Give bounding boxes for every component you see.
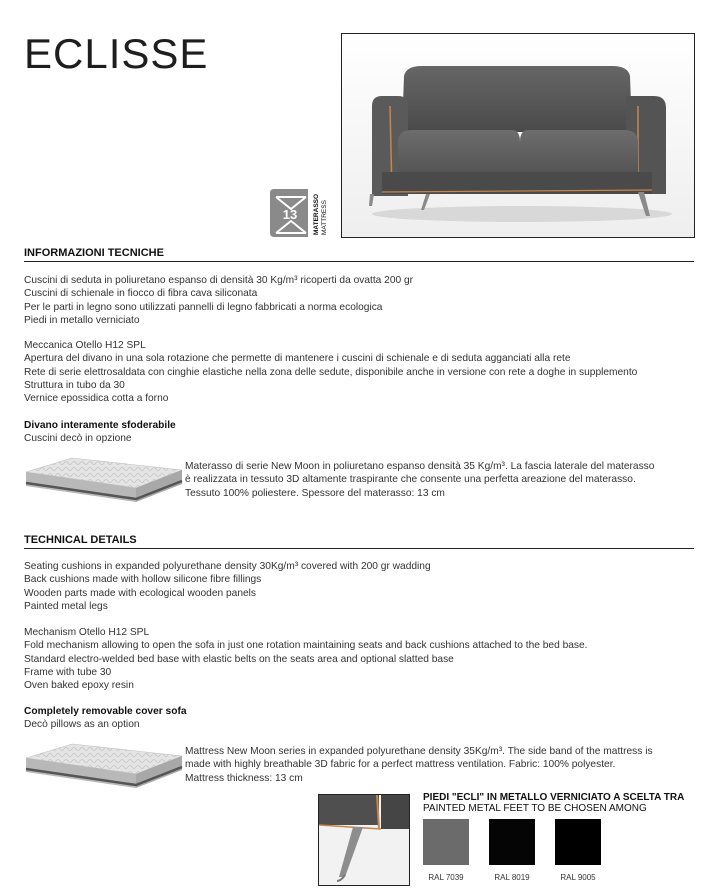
color-swatch-ral-7039	[423, 819, 469, 865]
page-title: ECLISSE	[24, 30, 209, 77]
text-line: Wooden parts made with ecological wooden panels	[24, 587, 257, 599]
feet-heading-it: PIEDI "ECLI" IN METALLO VERNICIATO A SCELTA TRA	[423, 792, 685, 803]
leg-detail-photo	[318, 794, 410, 886]
mattress-illustration	[24, 454, 184, 514]
divider	[24, 261, 694, 262]
cushions-label: Decò pillows as an option	[24, 719, 140, 731]
text-line: Oven baked epoxy resin	[24, 680, 134, 692]
mattress-image-it	[24, 454, 184, 514]
swatch-label: RAL 9005	[560, 873, 596, 882]
text-line: Piedi in metallo verniciato	[24, 314, 140, 326]
swatch-label: RAL 8019	[494, 873, 530, 882]
text-line: Back cushions made with hollow silicone fibre fillings	[24, 574, 262, 586]
color-swatch-ral-9005	[555, 819, 601, 865]
text-line: Fold mechanism allowing to open the sofa in just one rotation maintaining seats and back cushions attached to the bed base.	[24, 640, 588, 652]
swatch-label: RAL 7039	[428, 873, 464, 882]
specs-it-1	[24, 274, 694, 327]
text-line: Meccanica Otello H12 SPL	[24, 340, 146, 351]
text-line: Standard electro-welded bed base with elastic belts on the seats area and optional slatted base	[24, 653, 454, 665]
mattress-image-en	[24, 740, 184, 800]
mattress-description-en	[185, 745, 695, 785]
text-line: Tessuto 100% poliestere. Spessore del materasso: 13 cm	[185, 487, 445, 499]
removable-label: Completely removable cover sofa	[24, 706, 187, 717]
section-heading-en: TECHNICAL DETAILS	[24, 534, 137, 546]
leg-illustration	[319, 795, 410, 886]
text-line: è realizzata in tessuto 3D altamente traspirante che consente una perfetta areazione del materasso.	[185, 474, 636, 486]
sofa-photo	[341, 33, 695, 238]
badge-label-it: MATERASSO	[313, 193, 320, 235]
badge-number: 13	[282, 207, 298, 222]
mattress-description-it	[185, 460, 695, 500]
text-line: Cuscini di seduta in poliuretano espanso di densità 30 Kg/m³ ricoperti da ovatta 200 gr	[24, 275, 414, 286]
text-line: Cuscini di schienale in fiocco di fibra cava siliconata	[24, 288, 258, 300]
text-line: Apertura del divano in una sola rotazione che permette di mantenere i cuscini di schienale e di seduta agganciati alla rete	[24, 353, 571, 365]
removable-en	[24, 705, 694, 732]
mattress-illustration	[24, 740, 184, 800]
text-line: Mattress thickness: 13 cm	[185, 772, 303, 784]
mattress-thickness-icon	[270, 183, 332, 237]
color-swatch-ral-8019	[489, 819, 535, 865]
specs-en-2	[24, 626, 694, 692]
text-line: Painted metal legs	[24, 600, 108, 612]
text-line: Struttura in tubo da 30	[24, 379, 125, 391]
text-line: Rete di serie elettrosaldata con cinghie elastiche nella zona delle sedute, disponibile anche in versione con rete a doghe in supplemento	[24, 366, 638, 378]
removable-it	[24, 419, 694, 446]
removable-label: Divano interamente sfoderabile	[24, 420, 176, 431]
feet-heading-en: PAINTED METAL FEET TO BE CHOSEN AMONG	[423, 803, 647, 814]
badge-label-en: MATTRESS	[321, 200, 328, 235]
cushions-label: Cuscini decò in opzione	[24, 433, 132, 445]
sofa-illustration	[342, 34, 695, 238]
text-line: Materasso di serie New Moon in poliuretano espanso densità 35 Kg/m³. La fascia laterale del materasso	[185, 461, 655, 472]
text-line: Mattress New Moon series in expanded polyurethane density 35Kg/m³. The side band of the mattress is	[185, 746, 653, 757]
specs-en-1	[24, 560, 694, 613]
text-line: Vernice epossidica cotta a forno	[24, 393, 169, 405]
text-line: Per le parti in legno sono utilizzati pannelli di legno fabbricati a norma ecologica	[24, 301, 383, 313]
text-line: Frame with tube 30	[24, 666, 112, 678]
mattress-badge	[270, 183, 332, 237]
section-heading-it: INFORMAZIONI TECNICHE	[24, 247, 164, 259]
text-line: Seating cushions in expanded polyurethane density 30Kg/m³ covered with 200 gr wadding	[24, 561, 431, 572]
feet-heading	[423, 792, 684, 814]
specs-it-2	[24, 339, 694, 405]
text-line: Mechanism Otello H12 SPL	[24, 627, 150, 638]
text-line: made with highly breathable 3D fabric for a perfect mattress ventilation. Fabric: 100% polyester.	[185, 759, 616, 771]
divider	[24, 548, 694, 549]
